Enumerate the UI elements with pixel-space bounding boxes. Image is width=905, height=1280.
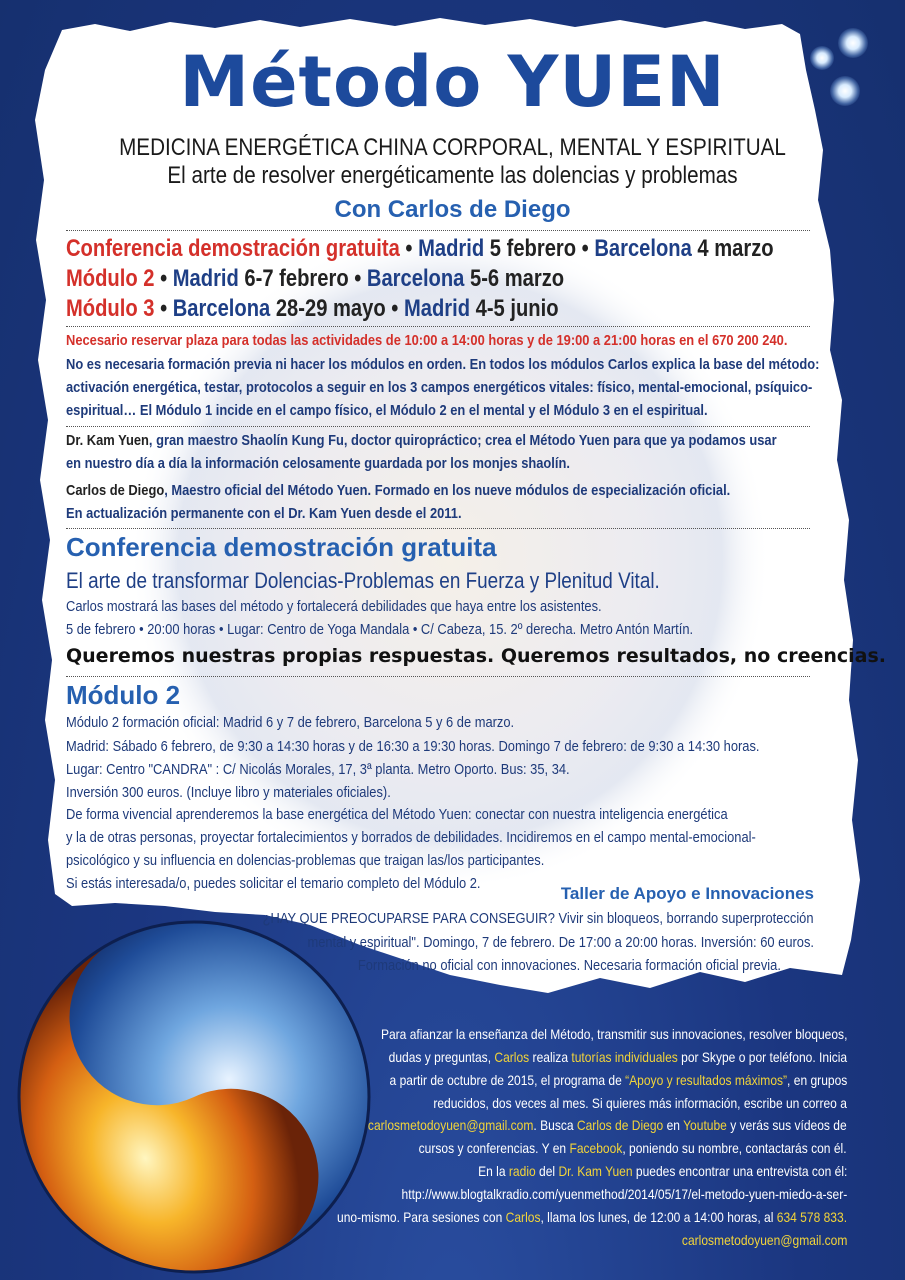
bullet-separator: • — [399, 235, 419, 262]
dotted-divider — [66, 676, 810, 677]
footer-text: cursos y conferencias. Y en — [419, 1140, 570, 1156]
schedule-date: 6-7 febrero — [238, 265, 349, 292]
schedule-date: 4-5 junio — [470, 295, 559, 322]
reservation-text: Necesario reservar plaza para todas las actividades de 10:00 a 14:00 horas y de 19:00 a 21:00 horas en el 670 200 240. — [66, 332, 788, 349]
schedule-event: Módulo 3 — [66, 295, 155, 322]
kam-yuen-bio — [66, 432, 777, 449]
module2-line: De forma vivencial aprenderemos la base energética del Método Yuen: conectar con nuestra inteligencia energética — [66, 806, 728, 823]
info-line: No es necesaria formación previa ni hacer los módulos en orden. En todos los módulos Carlos explica la base del método: — [66, 356, 820, 373]
carlos-link[interactable]: Carlos — [494, 1049, 530, 1065]
youtube-link[interactable]: Youtube — [683, 1117, 728, 1133]
module2-line: psicológico y su influencia en dolencias-problemas que traigan las/los participantes. — [66, 852, 545, 869]
footer-text: a partir de octubre de 2015, el programa de — [389, 1072, 625, 1088]
footer-line: reducidos, dos veces al mes. Si quieres más información, escribe un correo a — [433, 1095, 847, 1111]
bullet-separator: • — [385, 295, 404, 322]
footer-text: realiza — [529, 1049, 572, 1065]
taller-line: ¿HAY QUE PREOCUPARSE PARA CONSEGUIR? Vivir sin bloqueos, borrando superprotección — [263, 910, 814, 927]
info-line: activación energética, testar, protocolos a seguir en los 3 campos energéticos vitales: físico, mental-emocional, psíquico- — [66, 379, 813, 396]
footer-line — [388, 1049, 847, 1065]
carlos-link[interactable]: Carlos — [505, 1209, 541, 1225]
kam-yuen-name: Dr. Kam Yuen — [66, 432, 149, 449]
kam-yuen-link[interactable]: Dr. Kam Yuen — [558, 1163, 633, 1179]
module2-line: y la de otras personas, proyectar fortalecimientos y borrados de debilidades. Incidiremos en el campo mental-emocional- — [66, 829, 756, 846]
footer-text: en — [663, 1117, 684, 1133]
dotted-divider — [66, 426, 810, 427]
taller-line: mental y espiritual". Domingo, 7 de febrero. De 17:00 a 20:00 horas. Inversión: 60 euros. — [307, 934, 814, 951]
schedule-date: 5-6 marzo — [464, 265, 565, 292]
schedule-row — [66, 265, 564, 293]
dotted-divider — [66, 230, 810, 231]
bio-line: en nuestro día a día la información celosamente guardada por los monjes shaolín. — [66, 455, 570, 472]
schedule-city: Barcelona — [172, 295, 271, 322]
footer-text: del — [535, 1163, 559, 1179]
module2-line: Inversión 300 euros. (Incluye libro y materiales oficiales). — [66, 784, 391, 801]
schedule-date: 4 marzo — [691, 235, 774, 262]
conference-subheading: El arte de transformar Dolencias-Problemas en Fuerza y Plenitud Vital. — [66, 568, 660, 593]
slogan: Queremos nuestras propias respuestas. Queremos resultados, no creencias. — [66, 645, 887, 667]
subtitle-art: El arte de resolver energéticamente las dolencias y problemas — [167, 162, 738, 189]
module2-line: Módulo 2 formación oficial: Madrid 6 y 7 de febrero, Barcelona 5 y 6 de marzo. — [66, 714, 515, 731]
footer-text: y verás sus vídeos de — [727, 1117, 847, 1133]
schedule-row — [66, 235, 774, 263]
info-line: espiritual… El Módulo 1 incide en el campo físico, el Módulo 2 en el mental y el Módulo 3 en el espiritual. — [66, 402, 708, 419]
footer-url[interactable]: http://www.blogtalkradio.com/yuenmethod/2014/05/17/el-metodo-yuen-miedo-a-ser- — [401, 1186, 847, 1202]
schedule-event: Conferencia demostración gratuita — [66, 235, 400, 262]
footer-text: . Busca — [533, 1117, 578, 1133]
subtitle-presenter: Con Carlos de Diego — [334, 196, 571, 223]
footer-line: Para afianzar la enseñanza del Método, transmitir sus innovaciones, resolver bloqueos, — [380, 1026, 847, 1042]
conference-description: Carlos mostrará las bases del método y fortalecerá debilidades que haya entre los asistentes. — [66, 598, 602, 615]
bullet-separator: • — [154, 295, 173, 322]
schedule-city: Barcelona — [366, 265, 465, 292]
page-title: Método YUEN — [179, 41, 726, 123]
footer-line — [478, 1163, 847, 1179]
footer-email-link[interactable]: carlosmetodoyuen@gmail.com — [681, 1232, 847, 1248]
module2-line: Si estás interesada/o, puedes solicitar el temario completo del Módulo 2. — [66, 875, 481, 892]
module2-heading: Módulo 2 — [66, 680, 181, 710]
footer-text: , llama los lunes, de 12:00 a 14:00 horas, al — [540, 1209, 777, 1225]
bullet-separator: • — [576, 235, 595, 262]
carlos-bio — [66, 482, 730, 499]
subtitle-medicine: MEDICINA ENERGÉTICA CHINA CORPORAL, MENTAL Y ESPIRITUAL — [119, 134, 786, 161]
footer-line — [389, 1072, 847, 1088]
schedule-event: Módulo 2 — [66, 265, 155, 292]
tutorias-link[interactable]: tutorías individuales — [571, 1049, 678, 1065]
facebook-link[interactable]: Facebook — [569, 1140, 623, 1156]
schedule-city: Madrid — [403, 295, 471, 322]
bio-line: En actualización permanente con el Dr. Kam Yuen desde el 2011. — [66, 505, 462, 522]
bullet-separator: • — [154, 265, 173, 292]
footer-text: por Skype o por teléfono. Inicia — [677, 1049, 847, 1065]
footer-text: En la — [477, 1163, 509, 1179]
footer-line — [419, 1140, 847, 1156]
schedule-row — [66, 295, 559, 323]
schedule-date: 28-29 mayo — [270, 295, 386, 322]
footer-text: puedes encontrar una entrevista con él: — [632, 1163, 847, 1179]
carlos-de-diego-link[interactable]: Carlos de Diego — [577, 1117, 664, 1133]
schedule-city: Barcelona — [594, 235, 692, 262]
bio-text: , Maestro oficial del Método Yuen. Formado en los nueve módulos de especialización oficial. — [164, 482, 731, 499]
program-link[interactable]: “Apoyo y resultados máximos” — [624, 1072, 787, 1088]
footer-text: dudas y preguntas, — [388, 1049, 495, 1065]
module2-line: Madrid: Sábado 6 febrero, de 9:30 a 14:30 horas y de 16:30 a 19:30 horas. Domingo 7 de febrero: de 9:30 a 14:30 horas. — [66, 738, 760, 755]
bio-text: , gran maestro Shaolín Kung Fu, doctor quiropráctico; crea el Método Yuen para que ya podamos usar — [148, 432, 777, 449]
taller-line: Formación no oficial con innovaciones. Necesaria formación oficial previa. — [357, 957, 781, 974]
dotted-divider — [66, 326, 810, 327]
conference-details: 5 de febrero • 20:00 horas • Lugar: Centro de Yoga Mandala • C/ Cabeza, 15. 2º derecha. Metro Antón Martín. — [66, 621, 694, 638]
footer-text: , poniendo su nombre, contactarás con él. — [622, 1140, 847, 1156]
schedule-date: 5 febrero — [484, 235, 577, 262]
email-link[interactable]: carlosmetodoyuen@gmail.com — [368, 1117, 534, 1133]
footer-line — [368, 1117, 847, 1133]
footer-text: uno-mismo. Para sesiones con — [336, 1209, 506, 1225]
taller-heading: Taller de Apoyo e Innovaciones — [560, 884, 814, 903]
bullet-separator: • — [348, 265, 367, 292]
module2-line: Lugar: Centro "CANDRA" : C/ Nicolás Morales, 17, 3ª planta. Metro Oporto. Bus: 35, 34. — [66, 761, 570, 778]
conference-heading: Conferencia demostración gratuita — [66, 532, 497, 562]
reservation-notice — [66, 332, 787, 349]
schedule-city: Madrid — [418, 235, 485, 262]
carlos-name: Carlos de Diego — [66, 482, 165, 499]
dotted-divider — [66, 528, 810, 529]
schedule-city: Madrid — [172, 265, 239, 292]
footer-line — [337, 1209, 847, 1225]
radio-link[interactable]: radio — [508, 1163, 536, 1179]
footer-text: , en grupos — [786, 1072, 847, 1088]
phone-link[interactable]: 634 578 833. — [776, 1209, 847, 1225]
